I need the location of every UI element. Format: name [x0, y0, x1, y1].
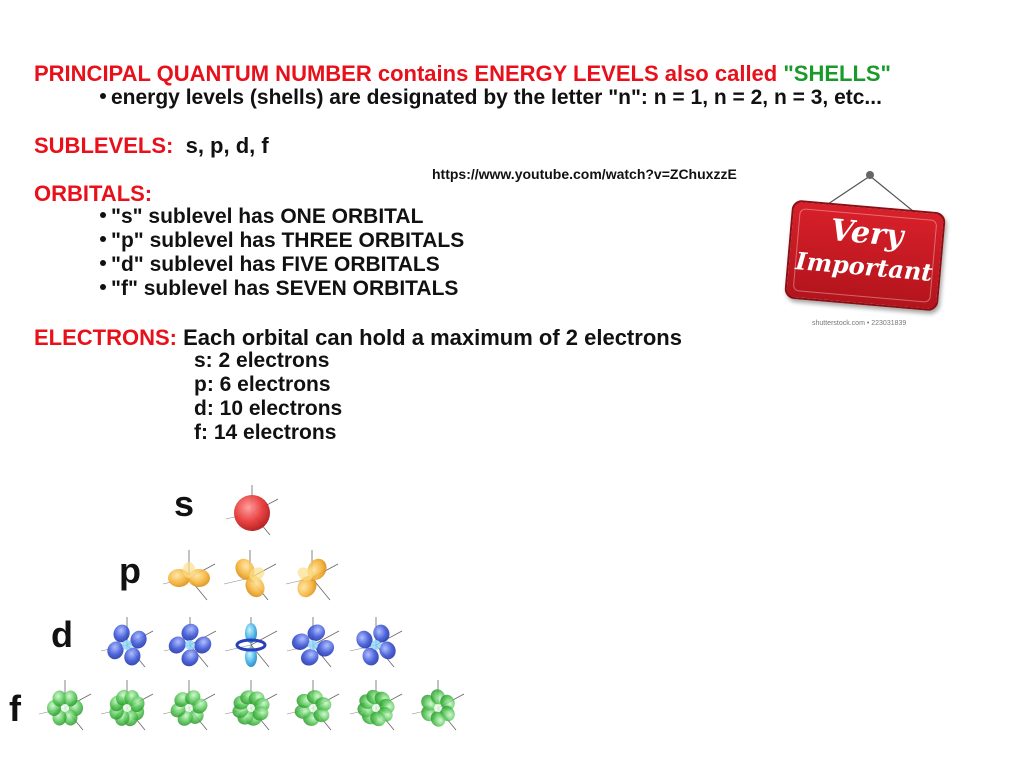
shells-label: "SHELLS"	[783, 61, 891, 86]
sign-line-1: Very	[829, 212, 905, 255]
label-p: p	[119, 550, 141, 591]
bullet-dot	[100, 260, 106, 266]
sign-credit: shutterstock.com • 223031839	[812, 320, 907, 327]
bullet-dot	[100, 284, 106, 290]
electron-count-f: f: 14 electrons	[194, 421, 337, 444]
electron-count-d: d: 10 electrons	[194, 397, 343, 420]
f-orbital-icon	[225, 680, 277, 730]
orbital-item-d	[100, 253, 440, 277]
label-s: s	[174, 483, 195, 524]
f-orbital-icon	[287, 680, 339, 730]
f-orbital-icon	[101, 680, 153, 733]
sublevels-heading: SUBLEVELS:	[34, 133, 174, 158]
electron-count-s: s: 2 electrons	[194, 349, 330, 372]
p-orbital-icon	[224, 550, 276, 601]
orbital-item-text: "d" sublevel has FIVE ORBITALS	[111, 253, 440, 276]
bullet-dot	[100, 236, 106, 242]
sign-board	[784, 199, 946, 311]
d-orbital-icon	[164, 617, 216, 670]
label-d: d	[51, 614, 73, 655]
f-orbital-icon	[39, 680, 91, 730]
p-orbital-icon	[286, 550, 338, 601]
orbital-item-f	[100, 277, 458, 301]
bullet-dot	[100, 212, 106, 218]
electron-count-p: p: 6 electrons	[194, 373, 331, 396]
bullet-dot	[100, 93, 106, 99]
f-orbital-icon	[412, 680, 464, 732]
d-orbital-icon	[350, 617, 402, 668]
f-orbital-icon	[350, 680, 402, 734]
orbital-item-text: "s" sublevel has ONE ORBITAL	[111, 205, 424, 228]
f-orbital-icon	[163, 680, 215, 733]
principal-bullet-text: energy levels (shells) are designated by the letter "n": n = 1, n = 2, n = 3, etc...	[111, 86, 882, 109]
orbital-item-text: "p" sublevel has THREE ORBITALS	[111, 229, 465, 252]
orbital-item-p	[100, 229, 464, 253]
electrons-text: Each orbital can hold a maximum of 2 electrons	[183, 325, 682, 350]
very-important-sign	[784, 168, 944, 313]
p-orbital-icon	[163, 550, 215, 600]
d-orbital-icon	[101, 617, 153, 668]
s-orbital-icon	[226, 485, 278, 535]
youtube-link[interactable]: https://www.youtube.com/watch?v=ZChuxzzE	[432, 166, 737, 182]
sublevels-value: s, p, d, f	[185, 133, 269, 158]
d-orbital-icon	[225, 617, 277, 667]
orbital-item-s	[100, 205, 423, 229]
nail-icon	[866, 171, 874, 179]
electrons-heading: ELECTRONS:	[34, 325, 177, 350]
principal-bullet	[100, 86, 882, 110]
d-orbital-icon	[287, 617, 339, 669]
electrons-line	[34, 325, 682, 351]
orbitals-heading: ORBITALS:	[34, 181, 153, 206]
principal-heading-text: PRINCIPAL QUANTUM NUMBER contains ENERGY LEVELS also called	[34, 61, 784, 86]
label-f: f	[9, 688, 21, 729]
orbital-item-text: "f" sublevel has SEVEN ORBITALS	[111, 277, 459, 300]
sign-line-2: Important	[794, 246, 934, 287]
sublevels-line	[34, 133, 269, 159]
principal-heading	[34, 61, 891, 87]
